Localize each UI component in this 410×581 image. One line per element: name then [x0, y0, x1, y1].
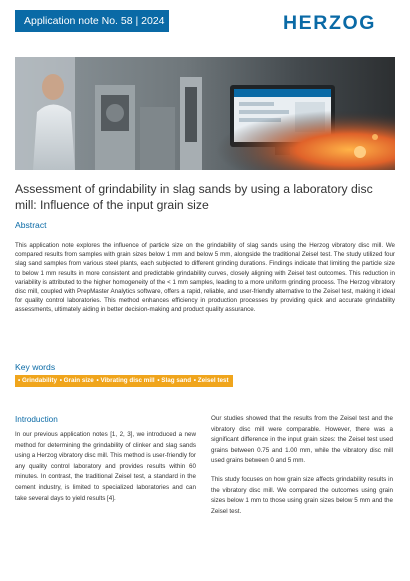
abstract-text: This application note explores the influence of particle size on the grindability of slag sands using the Herzog vibratory disc mill. We compared results from samples with grain sizes below 1 mm and below 5 mm, alongside the traditional Zeisel test. The study utilized four slag sand samples from various steel plants, each subjected to different grinding durations. Findings indicate that limiting the particle size to below 1 mm results in more consistent and predictable grindability curves, closely aligning with Zeisel test outcomes. This reduction in variability is attributed to the higher homogeneity of the < 1 mm samples, leading to a more uniform grinding process. The Herzog vibratory disc mill, coupled with PrepMaster Analytics software, offers a rapid, reliable, and user-friendly alternative to the Zeisel test, making it ideal for quality control laboratories. This method enhances efficiency in production processes by providing quick and accurate grindability assessments, ultimately aiding in better decision-making and product quality assurance.	[15, 242, 395, 314]
hero-photo	[15, 57, 395, 170]
intro-paragraph: This study focuses on how grain size affects grindability results in the vibratory disc mill. We compared the outcomes using grain sizes below 1 mm to those using grain sizes below 5 mm and the Zeisel test.	[211, 475, 393, 515]
application-note-badge: Application note No. 58 | 2024	[15, 10, 169, 32]
introduction-left-column	[15, 430, 196, 512]
abstract-heading: Abstract	[15, 220, 47, 230]
keyword-item: • Zeisel test	[193, 377, 229, 384]
intro-paragraph: In our previous application notes [1, 2, 3], we introduced a new method for determining the grindability of clinker and slag sands using a Herzog vibratory disc mill. This method is user-friendly for any quality control laboratory and provides results within 60 minutes. In contrast, the traditional Zeisel test, a standard in the cement industry, is limited to specialized laboratories and can take several days to yield results [4].	[15, 431, 196, 502]
intro-paragraph: Our studies showed that the results from the Zeisel test and the vibratory disc mill were comparable. However, there was a significant difference in the input grain sizes: the Zeisel test used grains between 0.75 and 1.00 mm, while the vibratory disc mill used grains between 0 and 5 mm.	[211, 415, 393, 465]
introduction-heading: Introduction	[15, 415, 58, 424]
keyword-item: • Vibrating disc mill	[96, 377, 155, 384]
keywords-bar	[15, 375, 233, 387]
keyword-item: • Grindability	[18, 377, 57, 384]
keyword-item: • Slag sand	[157, 377, 192, 384]
introduction-right-column	[211, 414, 393, 525]
page-title: Assessment of grindability in slag sands by using a laboratory disc mill: Influence of the input grain size	[15, 182, 373, 212]
keywords-heading: Key words	[15, 362, 56, 372]
herzog-logo	[283, 13, 395, 31]
logo-text: HERZOG	[283, 13, 377, 31]
keyword-item: • Grain size	[59, 377, 94, 384]
